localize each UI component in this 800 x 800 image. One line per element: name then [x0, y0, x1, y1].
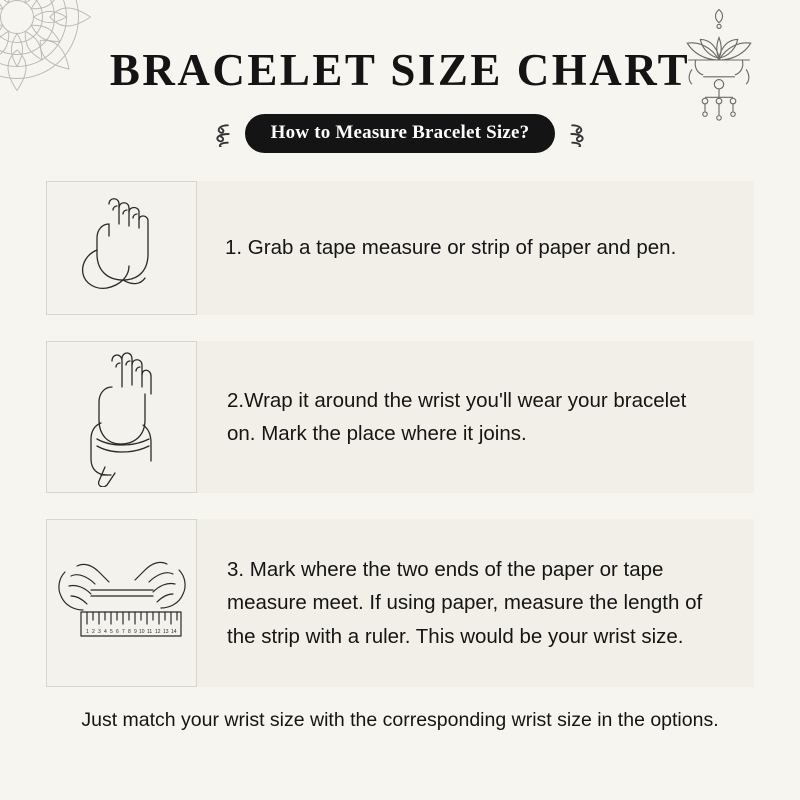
- svg-text:9: 9: [133, 629, 137, 635]
- right-swirl-ornament-icon: [567, 121, 593, 147]
- svg-text:14: 14: [170, 629, 177, 635]
- svg-text:2: 2: [91, 629, 95, 635]
- subtitle-badge: How to Measure Bracelet Size?: [245, 114, 556, 153]
- svg-text:11: 11: [146, 629, 152, 635]
- footer-note: Just match your wrist size with the corresponding wrist size in the options.: [81, 709, 719, 731]
- step-item: [46, 181, 754, 315]
- step-2-text: 2.Wrap it around the wrist you'll wear your bracelet on. Mark the place where it joins.: [227, 388, 687, 445]
- svg-text:5: 5: [109, 629, 113, 635]
- svg-text:7: 7: [121, 629, 125, 635]
- step-1-image: [46, 181, 197, 315]
- step-3-text: 3. Mark where the two ends of the paper or tape measure meet. If using paper, measure the length of the strip with a ruler. This would be your wrist size.: [227, 558, 703, 648]
- svg-text:10: 10: [138, 629, 145, 635]
- step-3-image: [46, 519, 197, 687]
- subtitle-row: [0, 114, 800, 153]
- step-item: [46, 519, 754, 687]
- svg-text:4: 4: [103, 629, 107, 635]
- step-2-image: [46, 341, 197, 493]
- svg-text:6: 6: [115, 629, 119, 635]
- svg-text:12: 12: [154, 629, 161, 635]
- measuring-strip-with-ruler-illustration-icon: [51, 538, 193, 668]
- svg-text:8: 8: [127, 629, 131, 635]
- page-title: BRACELET SIZE CHART: [109, 45, 691, 95]
- svg-text:1: 1: [85, 629, 89, 635]
- hand-holding-tape-measure-illustration-icon: [57, 188, 187, 308]
- steps-list: [0, 181, 800, 687]
- step-item: [46, 341, 754, 493]
- left-swirl-ornament-icon: [207, 121, 233, 147]
- tape-wrapped-around-wrist-illustration-icon: [57, 347, 187, 487]
- page-header: [0, 0, 800, 153]
- step-1-text: 1. Grab a tape measure or strip of paper and pen.: [225, 236, 677, 260]
- svg-text:3: 3: [97, 629, 101, 635]
- svg-text:13: 13: [162, 629, 169, 635]
